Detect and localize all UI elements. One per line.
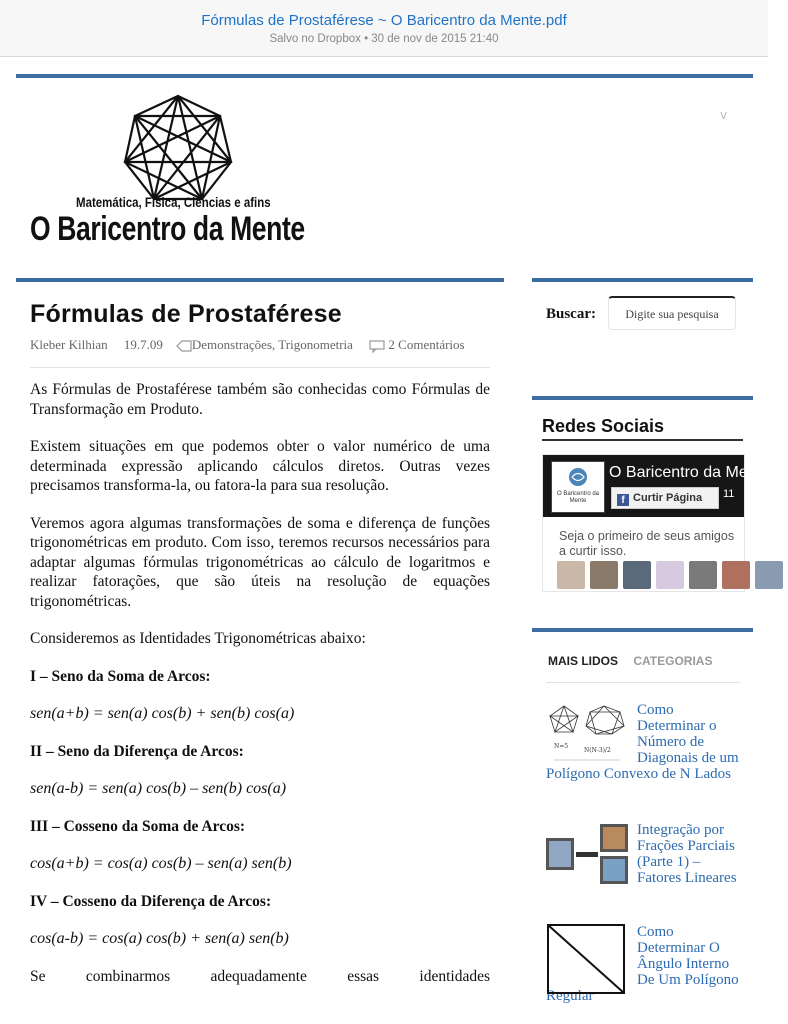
social-underline	[542, 439, 743, 441]
brain-icon	[567, 466, 589, 488]
main-divider	[16, 278, 504, 282]
facebook-cover	[543, 455, 770, 517]
paragraph: Veremos agora algumas transformações de soma e diferença de funções trigonométricas em produto. Com isso, teremos recursos necessários para adaptar algumas fórmulas trigonométricas ao cálculo de logaritmos e realizar fatorações, que são úteis na resolução de equações trigonométricas.	[30, 514, 490, 610]
avatar-caption: O Baricentro da Mente	[556, 491, 600, 504]
comment-icon	[369, 340, 385, 352]
avatar[interactable]	[623, 561, 651, 589]
search-label: Buscar:	[546, 306, 596, 322]
like-count: 11	[723, 488, 735, 500]
save-status: Salvo no Dropbox • 30 de nov de 2015 21:40	[269, 33, 499, 45]
paragraph: Consideremos as Identidades Trigonométricas abaixo:	[30, 630, 366, 647]
site-tagline: Matemática, Física, Ciências e afins	[76, 194, 271, 210]
post-meta	[30, 337, 490, 353]
post-labels[interactable]: Demonstrações, Trigonometria	[191, 337, 353, 352]
post-title[interactable]: Fórmulas de Prostaférese	[30, 300, 342, 328]
friend-faces	[557, 561, 788, 589]
identity-formula: cos(a+b) = cos(a) cos(b) – sen(a) sen(b)	[30, 855, 292, 872]
sidebar-divider-search	[532, 278, 753, 282]
pdf-viewer-header	[0, 0, 768, 57]
facebook-friends-text: Seja o primeiro de seus amigos a curtir isso.	[559, 529, 735, 558]
popular-post-link[interactable]: Como Determinar O Ângulo Interno De Um Polígono Regular	[546, 924, 739, 1004]
post-date[interactable]: 19.7.09	[123, 337, 163, 352]
tab-categorias[interactable]: CATEGORIAS	[633, 654, 713, 668]
facebook-widget[interactable]	[542, 454, 770, 592]
facebook-icon: f	[617, 494, 629, 506]
identity-formula: sen(a-b) = sen(a) cos(b) – sen(b) cos(a)	[30, 780, 287, 797]
identity-formula: sen(a+b) = sen(a) cos(b) + sen(b) cos(a)	[30, 705, 295, 722]
site-logo[interactable]	[30, 92, 350, 252]
heptagram-icon	[30, 92, 350, 202]
social-title: Redes Sociais	[542, 416, 665, 436]
identity-heading: II – Seno da Diferença de Arcos:	[30, 742, 244, 760]
avatar[interactable]	[557, 561, 585, 589]
facebook-page-name[interactable]: O Baricentro da Mente	[609, 464, 770, 481]
post-thumbnail[interactable]	[546, 822, 628, 884]
post-comments[interactable]: 2 Comentários	[388, 337, 465, 352]
svg-text:N(N-3)/2: N(N-3)/2	[584, 747, 611, 754]
paragraph: As Fórmulas de Prostaférese também são conhecidas como Fórmulas de Transformação em Produto.	[30, 381, 490, 418]
identity-heading: III – Cosseno da Soma de Arcos:	[30, 817, 246, 835]
post-body	[30, 380, 490, 986]
popular-post-link[interactable]: Integração por Frações Parciais (Parte 1) – Fatores Lineares	[637, 822, 737, 886]
polygon-diagonals-icon	[546, 702, 628, 764]
page-avatar[interactable]	[551, 461, 605, 513]
sidebar-divider-popular	[532, 628, 753, 632]
like-button-label: Curtir Página	[633, 492, 703, 504]
meta-separator	[30, 367, 490, 368]
list-item[interactable]	[546, 702, 742, 782]
list-item[interactable]	[546, 822, 742, 886]
identity-heading: I – Seno da Soma de Arcos:	[30, 667, 211, 685]
avatar[interactable]	[689, 561, 717, 589]
identity-formula: cos(a-b) = cos(a) cos(b) + sen(a) sen(b)	[30, 930, 289, 947]
identity-heading: IV – Cosseno da Diferença de Arcos:	[30, 892, 272, 910]
avatar[interactable]	[656, 561, 684, 589]
tab-underline	[546, 682, 740, 683]
popular-post-link[interactable]: Como Determinar o Número de Diagonais de um Polígono Convexo de N Lados	[546, 702, 739, 782]
paragraph: Se combinarmos adequadamente essas identidades	[30, 967, 490, 985]
integral-fraction-icon	[546, 822, 628, 884]
avatar[interactable]	[755, 561, 783, 589]
post-thumbnail[interactable]	[546, 924, 628, 986]
chevron-down-icon[interactable]: v	[720, 108, 728, 122]
sidebar-divider-social	[532, 396, 753, 400]
like-page-button[interactable]	[611, 487, 719, 509]
header-divider	[16, 74, 753, 78]
tab-mais-lidos[interactable]: MAIS LIDOS	[548, 654, 619, 668]
avatar[interactable]	[722, 561, 750, 589]
post-thumbnail[interactable]	[546, 702, 628, 764]
list-item[interactable]	[546, 924, 742, 1004]
document-title[interactable]: Fórmulas de Prostaférese ~ O Baricentro da Mente.pdf	[201, 12, 567, 29]
search-input[interactable]: Digite sua pesquisa	[608, 296, 736, 330]
sidebar-tabs	[548, 654, 712, 668]
post-content	[30, 300, 490, 1004]
post-author[interactable]: Kleber Kilhian	[30, 337, 108, 352]
square-diagonal-icon	[546, 924, 628, 996]
site-name: O Baricentro da Mente	[30, 210, 305, 248]
avatar[interactable]	[590, 561, 618, 589]
tag-icon	[176, 340, 192, 352]
paragraph: Existem situações em que podemos obter o valor numérico de uma determinada expressão aplicando cálculos diretos. Outras vezes precisamos transforma-la, ou fatora-la para sua resolução.	[30, 438, 490, 494]
svg-text:N=5: N=5	[554, 743, 569, 750]
